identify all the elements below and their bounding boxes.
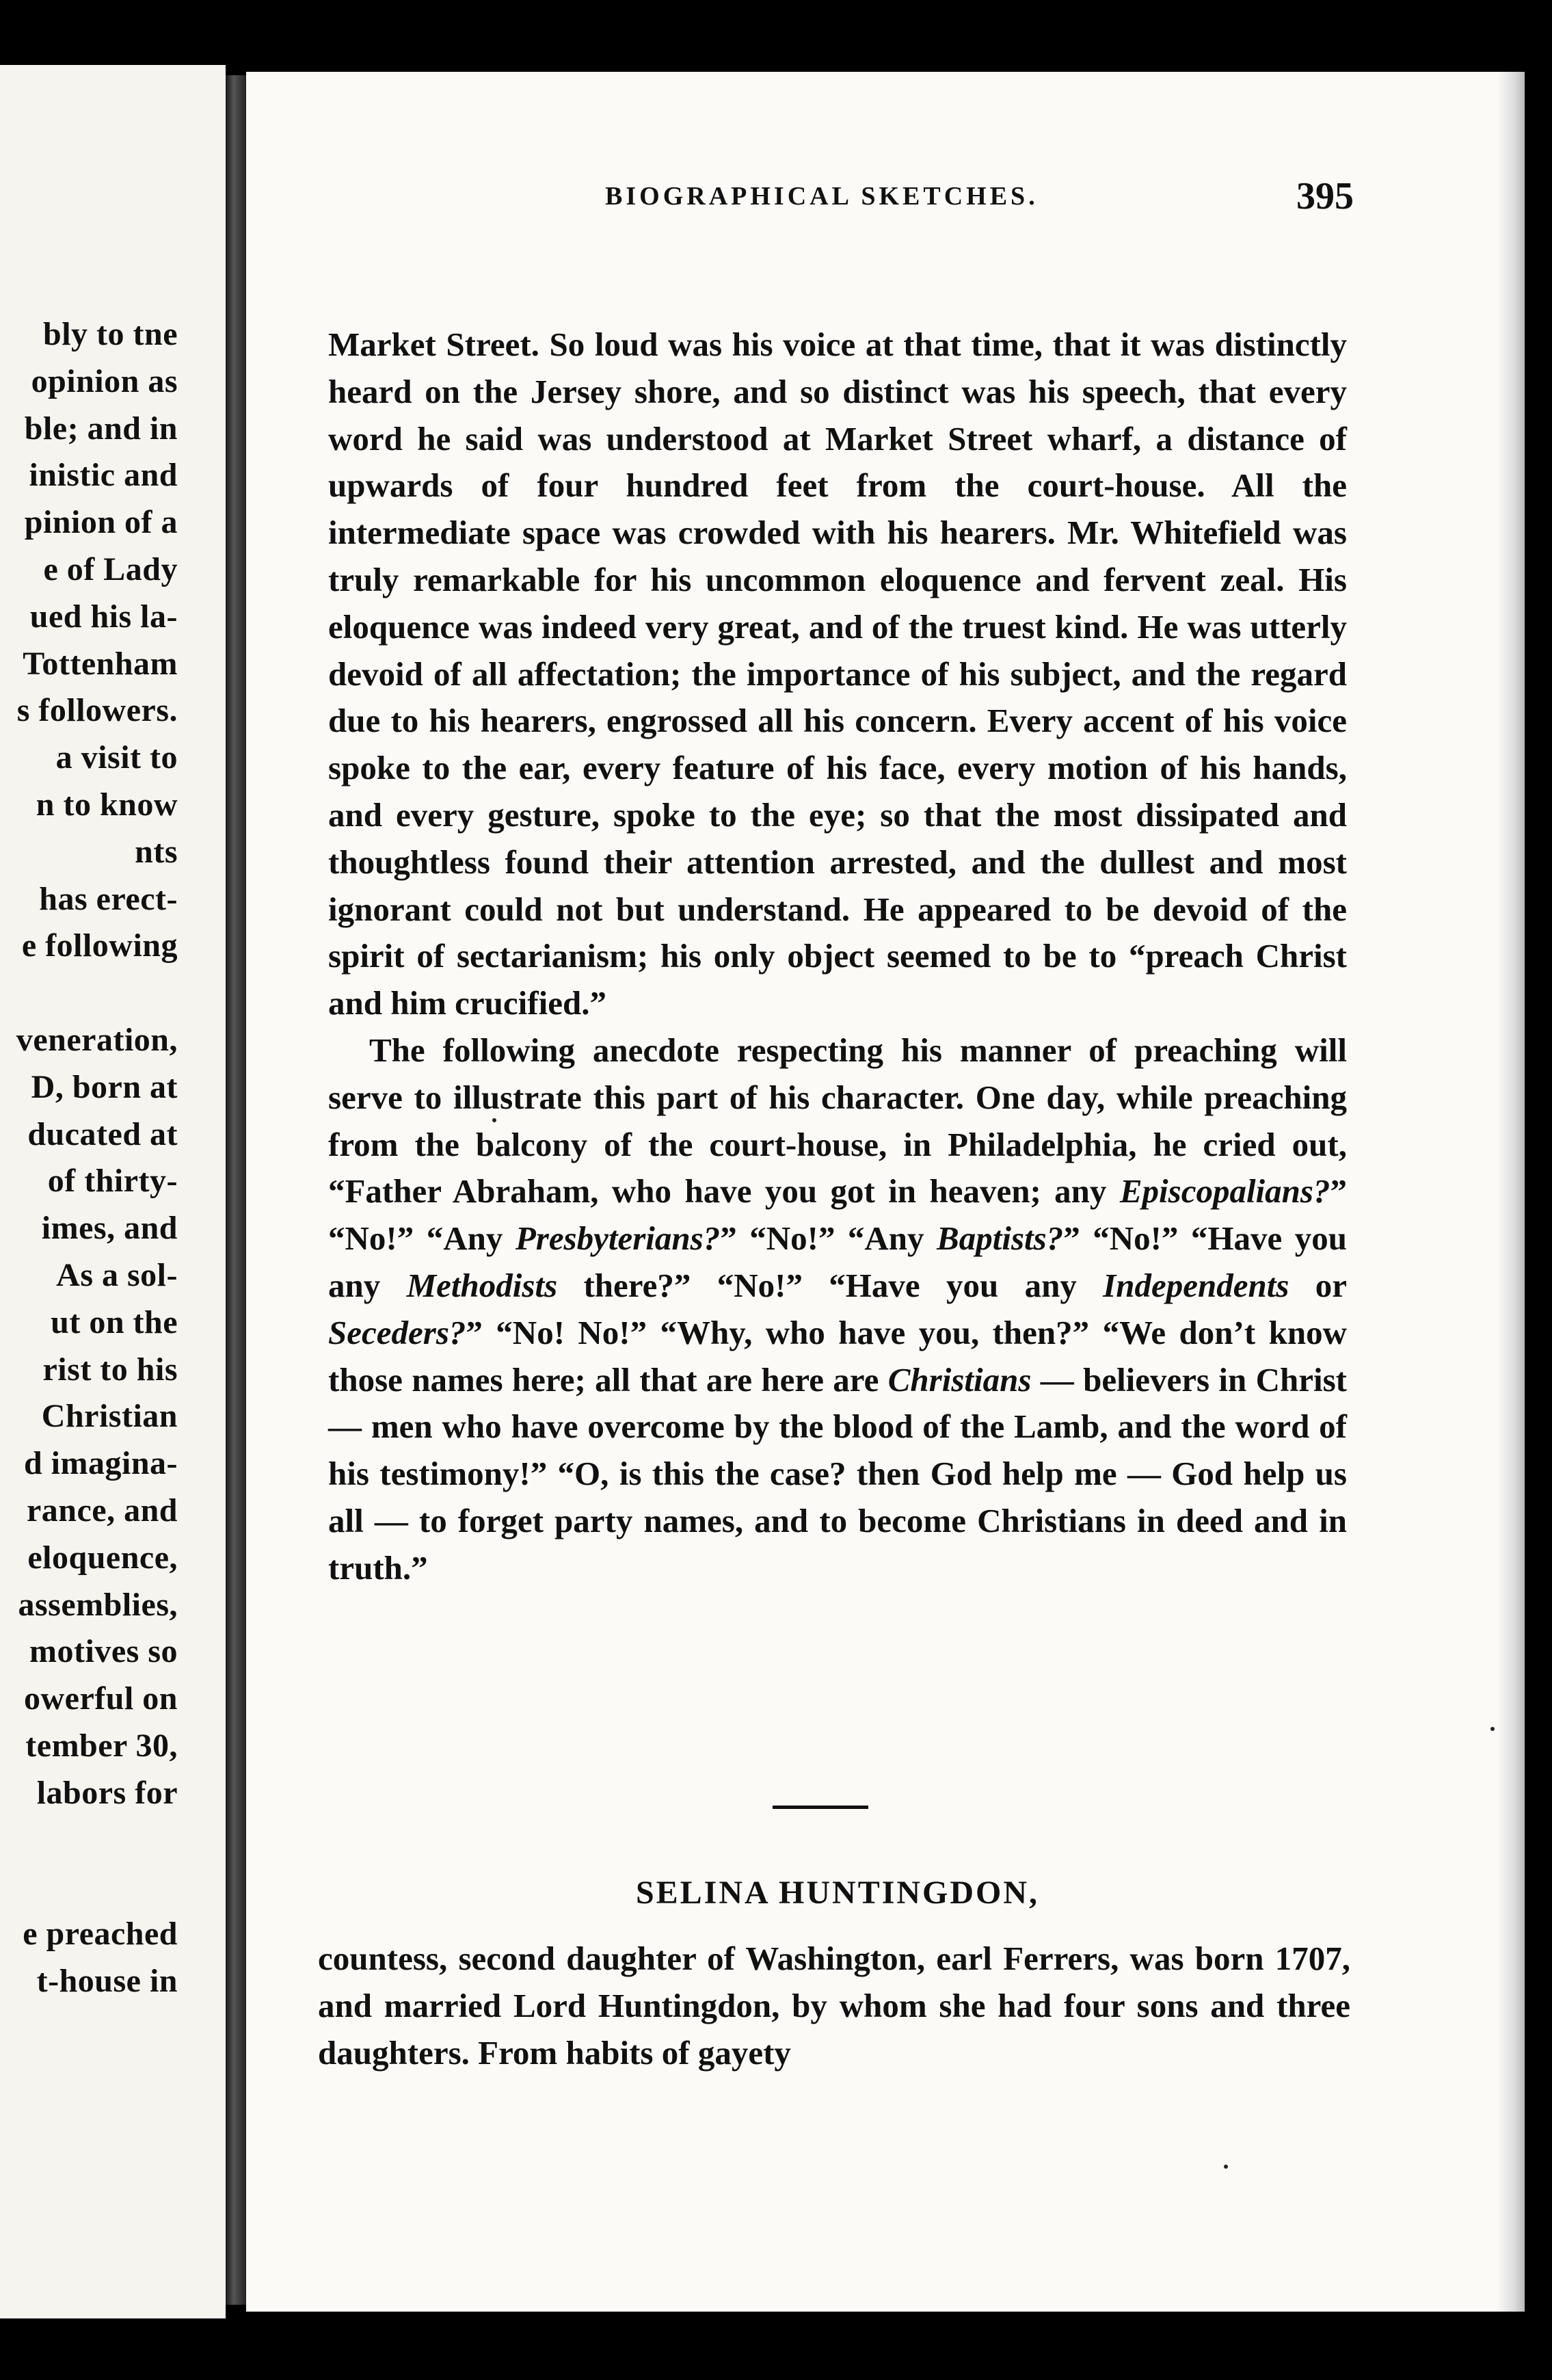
- facing-page-text: [16, 311, 178, 2005]
- facing-page-line: e of Lady: [43, 551, 178, 587]
- text-run: ” “No!” “Have you any: [328, 1219, 1347, 1304]
- facing-page-line: As a sol-: [56, 1256, 178, 1293]
- italic-term: Seceders?: [328, 1313, 466, 1351]
- text-run: — believers in Christ — men who have overcome by the blood of the Lamb, and the word of his testimony!” “O, is this the case? then God help me — God help us all — to forget party names, and to become Christians in deed and in truth.”: [328, 1360, 1348, 1587]
- ink-speck: [1490, 1727, 1495, 1731]
- facing-page-line: ducated at: [27, 1115, 178, 1152]
- facing-page-line: bly to tne: [43, 316, 178, 352]
- facing-page-line: e following: [21, 927, 178, 964]
- facing-page-line: ble; and in: [24, 410, 178, 447]
- facing-page-line: owerful on: [24, 1680, 178, 1717]
- paragraph-continuation: Market Street. So loud was his voice at that time, that it was distinctly heard on the Jersey shore, and so distinct was his speech, that every word he said was understood at Market Street wharf, a distance of upwards of four hundred feet from the court-house. All the intermediate space was crowded with his hearers. Mr. Whitefield was truly remarkable for his uncommon eloquence and fervent zeal. His eloquence was indeed very great, and of the truest kind. He was utterly devoid of all affectation; the importance of his subject, and the regard due to his hearers, engrossed all his concern. Every accent of his voice spoke to the ear, every feature of his face, every motion of his hands, and every gesture, spoke to the eye; so that the most dissipated and thoughtless found their attention arrested, and the dullest and most ignorant could not but understand. He appeared to be devoid of the spirit of sectarianism; his only object seemed to be to “preach Christ and him crucified.”: [328, 326, 1347, 1022]
- text-run: there?” “No!” “Have you any: [557, 1266, 1103, 1304]
- running-head: [369, 174, 1354, 229]
- page-edge: [1497, 72, 1525, 2312]
- paragraph-anecdote: [328, 1027, 1347, 1592]
- paragraph-biography: countess, second daughter of Washington, earl Ferrers, was born 1707, and married Lord Huntingdon, by whom she had four sons and three daughters. From habits of gayety: [318, 1940, 1350, 2072]
- running-title: BIOGRAPHICAL SKETCHES.: [605, 182, 1039, 211]
- facing-page-line: tember 30,: [25, 1727, 178, 1764]
- facing-page-line: assemblies,: [18, 1586, 178, 1623]
- facing-page-line: inistic and: [29, 457, 178, 494]
- facing-page-line: [16, 1864, 178, 1911]
- facing-page-line: D, born at: [31, 1068, 178, 1105]
- text-run: ” “No! No!” “Why, who have you, then?” “We don’t know those names here; all that are here are: [328, 1313, 1347, 1399]
- facing-page-line: has erect-: [39, 880, 178, 917]
- facing-page-line: labors for: [36, 1774, 178, 1811]
- body-text: [328, 321, 1347, 1592]
- italic-term: Independents: [1103, 1266, 1289, 1304]
- facing-page-line: s followers.: [16, 692, 178, 729]
- text-run: ” “No!” “Any: [328, 1172, 1347, 1258]
- facing-page-line: rist to his: [42, 1351, 178, 1388]
- facing-page-line: e preached: [23, 1916, 178, 1953]
- facing-page-line: Tottenham: [23, 645, 178, 682]
- italic-term: Episcopalians?: [1119, 1172, 1330, 1211]
- text-run: The following anecdote respecting his manner of preaching will serve to illustrate this part of his character. One day, while preaching from the balcony of the court-house, in Philadelphia, he cried out, “Father Abraham, who have you got in heaven; any: [328, 1031, 1347, 1211]
- facing-page-left: [0, 65, 226, 2318]
- facing-page-line: ued his la-: [29, 598, 178, 635]
- facing-page-line: Christian: [41, 1398, 178, 1435]
- text-run: or: [1289, 1266, 1348, 1304]
- facing-page-line: rance, and: [27, 1492, 178, 1529]
- facing-page-line: [16, 1817, 178, 1864]
- facing-page-line: ut on the: [51, 1304, 178, 1340]
- section-text: [318, 1935, 1350, 2076]
- section-heading: SELINA HUNTINGDON,: [635, 1875, 1040, 1911]
- italic-term: Presbyterians?: [515, 1219, 721, 1258]
- ink-speck: [1224, 2165, 1228, 2169]
- facing-page-line: d imagina-: [23, 1445, 178, 1482]
- italic-term: Methodists: [406, 1266, 558, 1304]
- facing-page-line: pinion of a: [24, 504, 178, 541]
- italic-term: Baptists?: [937, 1219, 1064, 1258]
- facing-page-line: [16, 970, 178, 1017]
- section-divider: [773, 1806, 868, 1809]
- facing-page-line: motives so: [29, 1633, 178, 1670]
- facing-page-line: veneration,: [16, 1021, 178, 1058]
- facing-page-line: imes, and: [41, 1210, 178, 1247]
- facing-page-line: opinion as: [31, 362, 178, 399]
- page-number: 395: [1296, 175, 1354, 217]
- book-gutter: [226, 75, 246, 2305]
- text-run: ” “No!” “Any: [720, 1219, 937, 1258]
- italic-term: Christians: [887, 1360, 1032, 1399]
- facing-page-line: eloquence,: [27, 1539, 178, 1576]
- facing-page-line: t-house in: [36, 1962, 178, 1999]
- facing-page-line: n to know: [36, 786, 178, 823]
- facing-page-line: of thirty-: [47, 1163, 178, 1200]
- facing-page-line: nts: [135, 833, 178, 870]
- facing-page-line: a visit to: [55, 739, 178, 776]
